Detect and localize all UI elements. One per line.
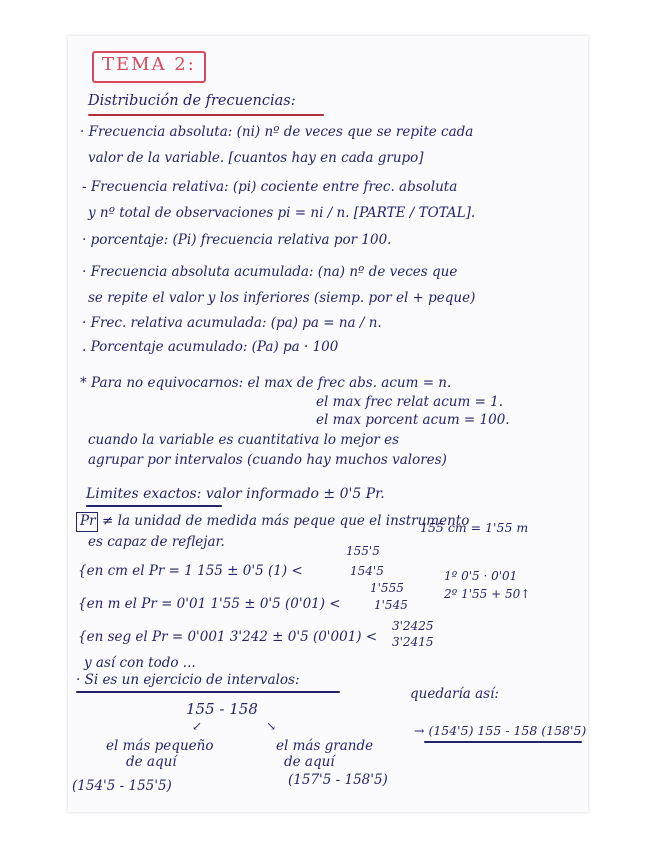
line-absoluta-cont: valor de la variable. [cuantos hay en cada grupo] xyxy=(88,150,424,166)
range-left: (154'5 - 155'5) xyxy=(72,778,172,794)
example-m-upper: 1'555 xyxy=(370,581,404,595)
label-mas-pequeno: el más pequeño xyxy=(106,738,214,754)
label-de-aqui-left: de aquí xyxy=(126,754,177,770)
example-cm-m: 155 cm = 1'55 m xyxy=(420,520,529,535)
example-m-step2: 2º 1'55 + 50↑ xyxy=(444,587,531,601)
result-underline xyxy=(424,741,582,743)
line-pr-definicion: ≠ la unidad de medida más peque que el instrumento xyxy=(102,513,470,529)
section-heading: Distribución de frecuencias: xyxy=(88,93,296,109)
line-relativa-acumulada: · Frec. relativa acumulada: (pa) pa = na / n. xyxy=(82,315,382,331)
note-para-no-equivocarnos: * Para no equivocarnos: el max de frec abs. acum = n. xyxy=(80,375,452,391)
line-absoluta-acumulada: · Frecuencia absoluta acumulada: (na) nº de veces que xyxy=(82,264,458,280)
line-frecuencia-absoluta: · Frecuencia absoluta: (ni) nº de veces que se repite cada xyxy=(80,124,474,140)
example-cm: {en cm el Pr = 1 155 ± 0'5 (1) < xyxy=(78,563,303,579)
pr-label: Pr xyxy=(80,513,96,529)
heading-underline xyxy=(88,114,324,116)
label-mas-grande: el más grande xyxy=(276,738,374,754)
example-m-lower: 1'545 xyxy=(374,598,408,612)
line-relativa-cont: y nº total de observaciones pi = ni / n. [PARTE / TOTAL]. xyxy=(88,205,476,221)
limites-exactos: Limites exactos: valor informado ± 0'5 Pr. xyxy=(86,486,385,502)
intervalos-underline xyxy=(76,691,340,693)
example-m: {en m el Pr = 0'01 1'55 ± 0'5 (0'01) < xyxy=(78,596,341,612)
limites-underline xyxy=(86,505,222,507)
arrow-right: ↘ xyxy=(266,719,277,733)
example-seg-upper: 3'2425 xyxy=(392,619,434,633)
example-cm-lower: 154'5 xyxy=(350,564,384,578)
note-max-porcent: el max porcent acum = 100. xyxy=(316,412,510,428)
line-asi-con-todo: y así con todo ... xyxy=(84,655,196,671)
label-de-aqui-right: de aquí xyxy=(284,754,335,770)
line-frecuencia-relativa: - Frecuencia relativa: (pi) cociente entre frec. absoluta xyxy=(82,179,458,195)
line-acumulada-cont: se repite el valor y los inferiores (siemp. por el + peque) xyxy=(88,290,476,306)
example-seg-lower: 3'2415 xyxy=(392,635,434,649)
example-seg: {en seg el Pr = 0'001 3'242 ± 0'5 (0'001) < xyxy=(78,629,378,645)
interval-example: 155 - 158 xyxy=(186,700,258,718)
example-m-step1: 1º 0'5 · 0'01 xyxy=(444,569,518,583)
notebook-page xyxy=(68,36,588,812)
arrow-left: ↙ xyxy=(192,719,203,733)
note-max-relat: el max frec relat acum = 1. xyxy=(316,394,504,410)
page-title: TEMA 2: xyxy=(102,54,196,75)
line-cuantitativa: cuando la variable es cuantitativa lo mejor es xyxy=(88,432,400,448)
example-cm-upper: 155'5 xyxy=(346,544,380,558)
line-porcentaje-acumulado: . Porcentaje acumulado: (Pa) pa · 100 xyxy=(82,339,339,355)
line-ejercicio-intervalos: · Si es un ejercicio de intervalos: xyxy=(76,672,300,688)
line-intervalos: agrupar por intervalos (cuando hay muchos valores) xyxy=(88,452,447,468)
quedaria-asi: quedaría así: xyxy=(410,686,499,702)
line-porcentaje: · porcentaje: (Pi) frecuencia relativa por 100. xyxy=(82,232,392,248)
interval-result: → (154'5) 155 - 158 (158'5) xyxy=(414,723,587,738)
line-reflejar: es capaz de reflejar. xyxy=(88,534,225,550)
range-right: (157'5 - 158'5) xyxy=(288,772,388,788)
